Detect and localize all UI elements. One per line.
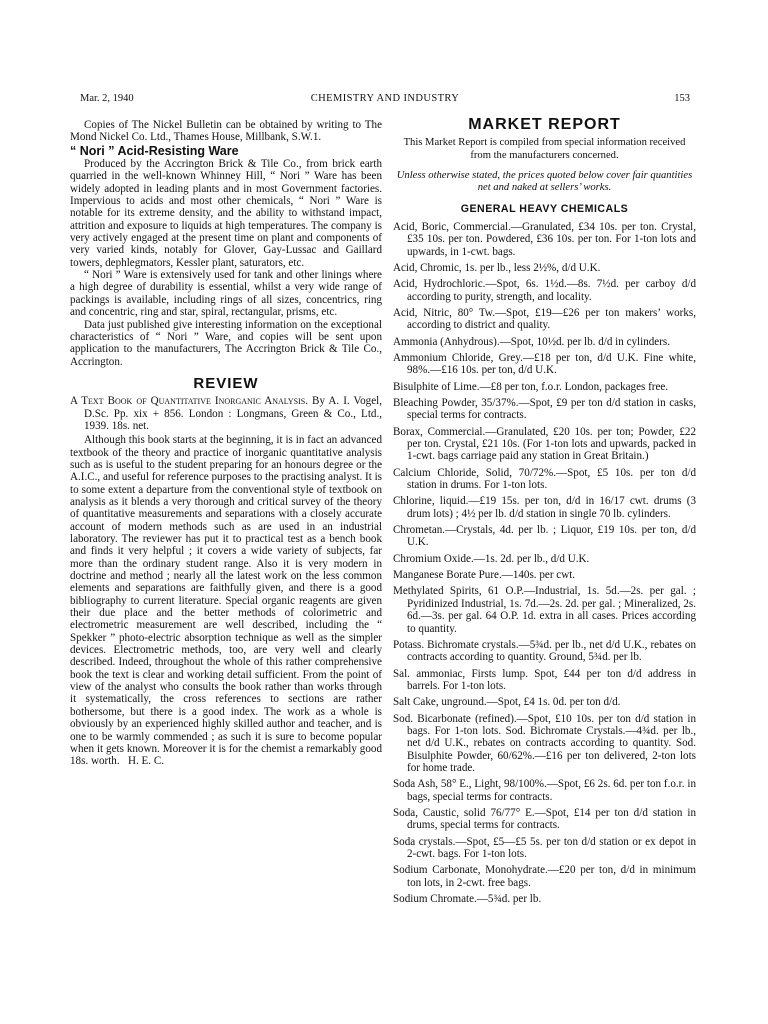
price-entry: Chromium Oxide.—1s. 2d. per lb., d/d U.K. <box>393 552 590 565</box>
price-entry: Potass. Bichromate crystals.—5¾d. per lb., net d/d U.K., rebates on contracts according to quantity. Ground, 5¾d. per lb. <box>393 638 696 664</box>
review-heading: REVIEW <box>193 374 259 392</box>
price-entry: Soda Ash, 58° E., Light, 98/100%.—Spot, £6 2s. 6d. per ton f.o.r. in bags, special terms for contracts. <box>393 778 696 803</box>
price-entry: Acid, Chromic, 1s. per lb., less 2½%, d/d U.K. <box>393 261 601 274</box>
review-text: Although this book starts at the beginning, it is in fact an advanced textbook of the theory and practice of inorganic quantitative analysis such as is useful to the student preparing for an honours degree or the A.I.C., and useful for reference purposes to the practising analyst. It is to some extent a departure from the conventional style of textbook on analysis as it blends a very thorough and critical survey of the theory of quantitative measurements and separations with a closely accurate account of modern methods such as are used in an industrial laboratory. The reviewer has put it to practical test as a bench book and finds it very helpful ; it covers a wide variety of subjects, far more than the ordinary student range. Also it is very modern in doctrine and method ; nearly all the latest work on the less common elements and separations are faithfully given, and there is a good bibliography to current literature. Special organic reagents are given their due place and the better methods of colorimetric and electrometric measurement are well described, including the “ Spekker ” photo-electric absorption technique as well as the simpler devices. Electrometric methods, too, are very well and clearly described. Indeed, throughout the whole of this rather comprehensive book the text is clear and working detail sufficient. From the point of view of the analyst who consults the book rather than works through it systematically, the cross references to sections are rather bothersome, but there is a good index. The work as a whole is obviously by an experienced highly skilled author and teacher, and is one to be warmly commended ; as such it is sure to become popular when it gets known. Moreover it is for the chemist a remarkably good 18s. worth. <box>70 434 382 768</box>
price-entry: Chrometan.—Crystals, 4d. per lb. ; Liquor, £19 10s. per ton, d/d U.K. <box>393 524 696 549</box>
review-signature: H. E. C. <box>127 755 165 768</box>
price-entry: Acid, Hydrochloric.—Spot, 6s. 1½d.—8s. 7½d. per carboy d/d according to purity, strength, and locality. <box>393 278 696 303</box>
price-entry: Acid, Nitric, 80° Tw.—Spot, £19—£26 per ton makers’ works, according to district and quality. <box>393 306 696 332</box>
price-entry: Ammonium Chloride, Grey.—£18 per ton, d/d U.K. Fine white, 98%.—£16 10s. per ton, d/d U.K. <box>393 351 696 377</box>
price-entry: Salt Cake, unground.—Spot, £4 1s. 0d. per ton d/d. <box>393 696 621 709</box>
market-intro: This Market Report is compiled from special information received from the manufacturers concerned. <box>403 137 686 161</box>
price-entry: Calcium Chloride, Solid, 70/72%.—Spot, £5 10s. per ton d/d station in drums. For 1-ton lots. <box>393 466 696 492</box>
price-entry: Sodium Chromate.—5¾d. per lb. <box>393 893 542 906</box>
nori-paragraph-1: Produced by the Accrington Brick & Tile Co., from brick earth quarried in the well-known Whinney Hill, “ Nori ” Ware has been widely adopted in leading plants and in most Government factories. Impervious to acids and most other chemicals, “ Nori ” Ware is notable for its extreme density, and the ability to withstand impact, attrition and exposure to liquids at high temperatures. The company is very actively engaged at the present time on plant and components of very varied kinds, notably for Glover, Gay-Lussac and Gaillard towers, dephlegmators, Kessler plant, saturators, etc. <box>70 158 382 269</box>
header-date: Mar. 2, 1940 <box>80 93 134 104</box>
header-journal: CHEMISTRY AND INDUSTRY <box>310 93 460 104</box>
copies-paragraph: Copies of The Nickel Bulletin can be obtained by writing to The Mond Nickel Co. Ltd., Thames House, Millbank, S.W.1. <box>70 119 382 144</box>
chemical-price-list <box>393 221 696 906</box>
price-entry: Chlorine, liquid.—£19 15s. per ton, d/d in 16/17 cwt. drums (3 drum lots) ; 4½ per lb. d/d station in single 70 lb. cylinders. <box>393 495 696 520</box>
nori-paragraph-2: “ Nori ” Ware is extensively used for tank and other linings where a high degree of durability is essential, whilst a very wide range of packings is available, including rings of all sizes, concentrics, ring and concentric, ring and star, spiral, rectangular, prisms, etc. <box>70 269 382 319</box>
price-entry: Methylated Spirits, 61 O.P.—Industrial, 1s. 5d.—2s. per gal. ; Pyridinized Industrial, 1s. 7d.—2s. 2d. per gal. ; Mineralized, 2s. 6d.—3s. per gal. 64 O.P. 1d. extra in all cases. Prices according to quantity. <box>393 585 696 635</box>
review-body <box>70 434 382 767</box>
price-entry: Sod. Bicarbonate (refined).—Spot, £10 10s. per ton d/d station in bags. For 1-ton lots. Sod. Bichromate Crystals.—4¾d. per lb., net d/d U.K., rebates on contracts according to quantity. Sod. Bisulphite Powder, 60/62%.—£16 per ton delivered, 2-ton lots for home trade. <box>393 712 696 774</box>
market-report-heading: MARKET REPORT <box>468 116 621 133</box>
nori-heading: “ Nori ” Acid-Resisting Ware <box>70 143 239 158</box>
price-entry: Acid, Boric, Commercial.—Granulated, £34 10s. per ton. Crystal, £35 10s. per ton. Powdered, £36 10s. per ton. For 1-ton lots and upwards, in 1-cwt. bags. <box>393 220 696 258</box>
running-header <box>80 93 690 107</box>
header-page-number: 153 <box>674 93 690 104</box>
section-heading: GENERAL HEAVY CHEMICALS <box>460 202 629 215</box>
price-entry: Bisulphite of Lime.—£8 per ton, f.o.r. London, packages free. <box>393 380 669 393</box>
left-column <box>70 119 382 768</box>
book-title: A Text Book of Quantitative Inorganic Analysis. <box>70 395 308 408</box>
price-entry: Sal. ammoniac, Firsts lump. Spot, £44 per ton d/d address in barrels. For 1-ton lots. <box>393 667 696 692</box>
book-details: By A. I. Vogel, D.Sc. Pp. xix + 856. London : Longmans, Green & Co., Ltd., 1939. 18s. net. <box>84 395 382 432</box>
nori-paragraph-3: Data just published give interesting information on the exceptional characteristics of “ Nori ” Ware, and copies will be sent upon application to the manufacturers, The Accrington Brick & Tile Co., Accrington. <box>70 318 382 368</box>
right-column <box>393 116 696 909</box>
book-citation <box>70 395 382 432</box>
price-entry: Sodium Carbonate, Monohydrate.—£20 per ton, d/d in minimum ton lots, in 2-cwt. free bags. <box>393 864 696 889</box>
price-entry: Borax, Commercial.—Granulated, £20 10s. per ton; Powder, £22 per ton. Crystal, £21 10s. (For 1-ton lots and upwards, packed in 1-cwt. bags carriage paid any station in Great Britain.) <box>393 425 696 463</box>
price-entry: Soda, Caustic, solid 76/77° E.—Spot, £14 per ton d/d station in drums, special terms for contracts. <box>393 806 696 832</box>
price-entry: Bleaching Powder, 35/37%.—Spot, £9 per ton d/d station in casks, special terms for contracts. <box>393 397 696 422</box>
price-entry: Ammonia (Anhydrous).—Spot, 10½d. per lb. d/d in cylinders. <box>393 335 671 348</box>
price-entry: Soda crystals.—Spot, £5—£5 5s. per ton d/d station or ex depot in 2-cwt. bags. For 1-ton lots. <box>393 835 696 860</box>
market-note: Unless otherwise stated, the prices quoted below cover fair quantities net and naked at sellers’ works. <box>396 169 693 194</box>
price-entry: Manganese Borate Pure.—140s. per cwt. <box>393 569 576 582</box>
